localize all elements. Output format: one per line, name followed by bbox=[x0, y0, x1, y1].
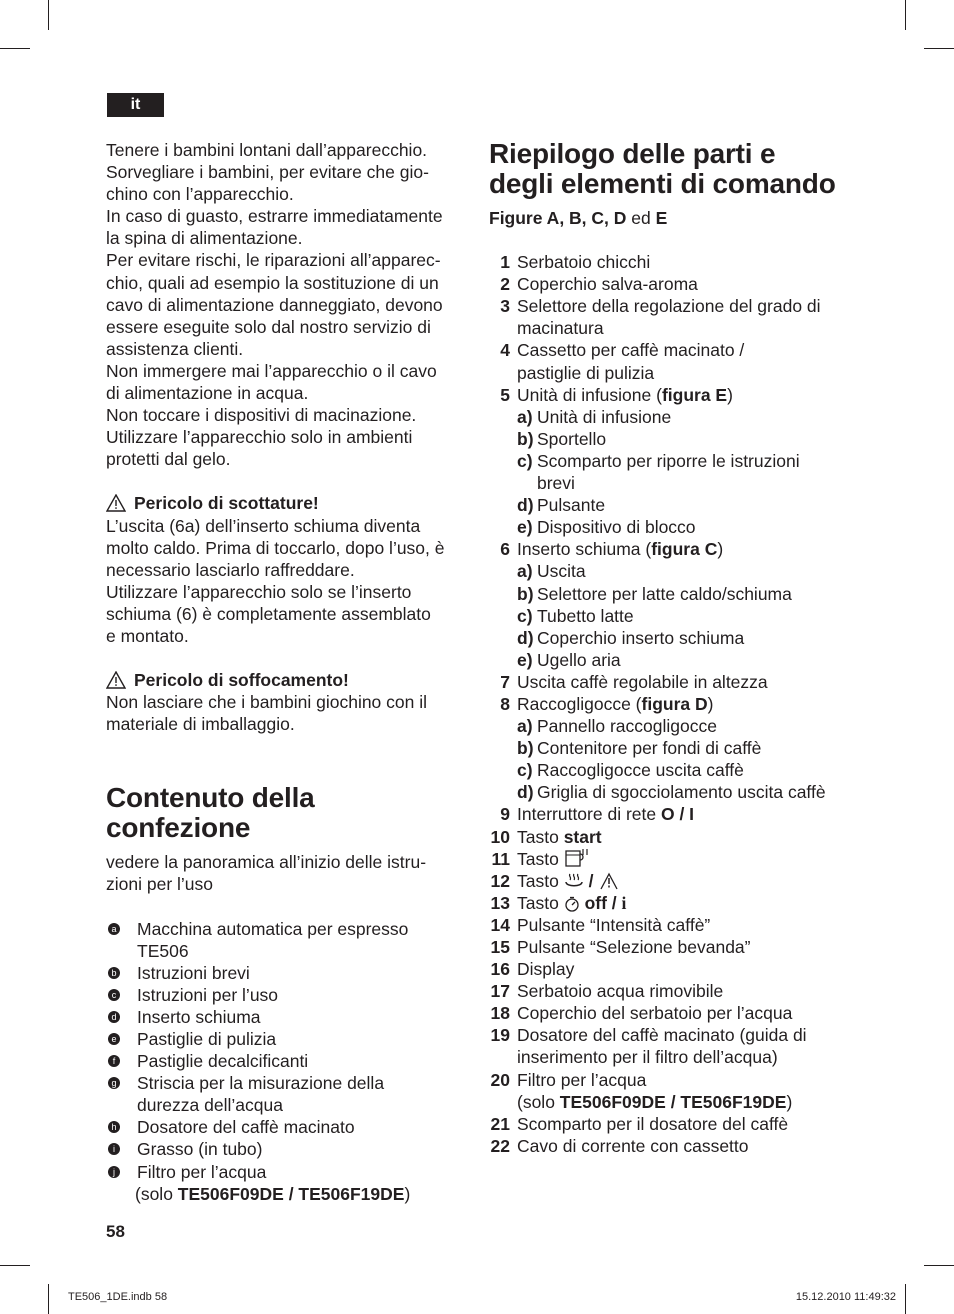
item-text bbox=[517, 936, 751, 958]
text-line: TE506 bbox=[137, 940, 189, 961]
item-number: 12 bbox=[490, 870, 510, 891]
item-text bbox=[517, 914, 710, 936]
text-line: essere eseguite solo dal nostro servizio di bbox=[106, 316, 431, 337]
letter-badge-icon: j bbox=[108, 1166, 120, 1178]
text-line: Grasso (in tubo) bbox=[137, 1139, 263, 1160]
text-line: Tasto bbox=[517, 870, 564, 891]
page-number: 58 bbox=[106, 1222, 125, 1241]
item-number: 10 bbox=[490, 826, 510, 847]
safety-intro bbox=[106, 139, 468, 470]
bold-text: O / I bbox=[660, 804, 695, 825]
text-line: Istruzioni per l’uso bbox=[137, 984, 279, 1005]
text-line: Pastiglie decalcificanti bbox=[137, 1051, 309, 1072]
item-text bbox=[517, 1113, 788, 1135]
text-line: Dosatore del caffè macinato (guida di bbox=[517, 1025, 807, 1046]
subitem-letter: c) bbox=[517, 605, 533, 626]
text-line: di alimentazione in acqua. bbox=[106, 383, 309, 404]
model-number: TE506F19DE bbox=[680, 1091, 787, 1112]
text-line: Filtro per l’acqua bbox=[517, 1069, 647, 1090]
text-line: assistenza clienti. bbox=[106, 338, 244, 359]
text-line: e montato. bbox=[106, 625, 189, 646]
contents-item bbox=[106, 1028, 468, 1050]
item-text bbox=[517, 295, 821, 339]
parts-item bbox=[489, 671, 859, 693]
subitem-letter: b) bbox=[517, 583, 534, 604]
parts-item bbox=[489, 295, 859, 339]
item-number: 8 bbox=[500, 693, 510, 714]
text-line: necessario lasciarlo raffreddare. bbox=[106, 559, 355, 580]
item-number: 20 bbox=[490, 1069, 510, 1090]
letter-badge-icon: e bbox=[108, 1033, 120, 1045]
parts-item bbox=[489, 803, 859, 825]
footer-date: 15.12.2010 11:49:32 bbox=[795, 1291, 896, 1303]
parts-subitem bbox=[489, 494, 859, 516]
contents-item bbox=[106, 1161, 468, 1183]
letter-badge-icon: c bbox=[108, 989, 120, 1001]
text-line: Tasto bbox=[517, 848, 564, 869]
text-line: la spina di alimentazione. bbox=[106, 228, 303, 249]
text-line: macinatura bbox=[517, 318, 604, 339]
item-text bbox=[517, 958, 574, 980]
item-number: 1 bbox=[500, 252, 510, 273]
item-number: 9 bbox=[500, 804, 510, 825]
item-text bbox=[517, 251, 650, 273]
parts-item bbox=[489, 826, 859, 848]
parts-item bbox=[489, 1069, 859, 1113]
parts-list bbox=[489, 251, 859, 1157]
note-text: ) bbox=[404, 1183, 411, 1204]
filter-note bbox=[106, 1183, 468, 1205]
item-text bbox=[137, 918, 408, 962]
title-line: Riepilogo delle parti e bbox=[489, 138, 776, 169]
item-text bbox=[517, 1024, 807, 1068]
contents-item bbox=[106, 984, 468, 1006]
item-number: 18 bbox=[490, 1003, 510, 1024]
item-text bbox=[517, 339, 744, 383]
item-text bbox=[517, 384, 733, 406]
text-line: chio, quali ad esempio la sostituzione di un bbox=[106, 272, 439, 293]
item-text bbox=[137, 1072, 384, 1116]
subitem-letter: a) bbox=[517, 406, 533, 427]
contents-item bbox=[106, 1072, 468, 1116]
crop-mark bbox=[905, 1284, 906, 1314]
text-line: molto caldo. Prima di toccarlo, dopo l’uso, è bbox=[106, 537, 445, 558]
crop-mark bbox=[0, 1265, 30, 1266]
item-text bbox=[517, 826, 602, 848]
item-number: 17 bbox=[490, 981, 510, 1002]
text-line: chino con l’apparecchio. bbox=[106, 184, 294, 205]
subitem-text bbox=[537, 605, 634, 627]
contents-intro bbox=[106, 851, 468, 895]
bold-text: figura D bbox=[641, 693, 708, 714]
text-line: Unità di infusione ( bbox=[517, 384, 662, 405]
item-text bbox=[517, 693, 713, 715]
parts-subitem bbox=[489, 450, 859, 494]
subitem-text bbox=[537, 759, 744, 781]
subitem-text bbox=[537, 781, 826, 803]
subitem-text bbox=[537, 737, 761, 759]
parts-item bbox=[489, 384, 859, 406]
text-line: In caso di guasto, estrarre immediatamente bbox=[106, 206, 443, 227]
steam-icon bbox=[564, 871, 584, 891]
intro-line: vedere la panoramica all’inizio delle istru- bbox=[106, 852, 427, 873]
crop-mark bbox=[48, 0, 49, 30]
model-number: TE506F09DE bbox=[177, 1183, 284, 1204]
parts-subitem bbox=[489, 560, 859, 582]
parts-item bbox=[489, 892, 859, 914]
subitem-text bbox=[537, 560, 586, 582]
text-line: Tasto bbox=[517, 826, 564, 847]
text-line: Cassetto per caffè macinato / bbox=[517, 340, 745, 361]
title-line: confezione bbox=[106, 812, 251, 844]
item-text bbox=[137, 1116, 355, 1138]
separator: / bbox=[606, 892, 622, 913]
item-text bbox=[517, 892, 626, 914]
parts-subitem bbox=[489, 605, 859, 627]
item-number: 4 bbox=[500, 340, 510, 361]
timer-icon bbox=[564, 893, 580, 913]
letter-badge-icon: h bbox=[108, 1121, 120, 1133]
item-text bbox=[517, 803, 694, 825]
figures-text: ed bbox=[626, 208, 656, 228]
intro-line: zioni per l’uso bbox=[106, 874, 213, 895]
text-line: Serbatoio chicchi bbox=[517, 252, 651, 273]
parts-item bbox=[489, 958, 859, 980]
text-line: Coperchio del serbatoio per l’acqua bbox=[517, 1003, 793, 1024]
warning-triangle-icon bbox=[106, 494, 126, 512]
item-number: 5 bbox=[500, 384, 510, 405]
subitem-letter: b) bbox=[517, 428, 534, 449]
text-line: brevi bbox=[537, 473, 575, 494]
text-line: protetti dal gelo. bbox=[106, 449, 231, 470]
contents-item bbox=[106, 1116, 468, 1138]
item-text bbox=[137, 984, 278, 1006]
text-line: Raccogligocce uscita caffè bbox=[537, 760, 744, 781]
warning-heading bbox=[106, 669, 468, 691]
subitem-text bbox=[537, 627, 744, 649]
contents-list bbox=[106, 918, 468, 1183]
item-text bbox=[137, 1161, 266, 1183]
text-line: Selettore della regolazione del grado di bbox=[517, 296, 821, 317]
figures-bold: Figure A, B, C, D bbox=[489, 208, 627, 228]
parts-subitem bbox=[489, 428, 859, 450]
letter-badge-icon: g bbox=[108, 1077, 120, 1089]
text-line: Utilizzare l’apparecchio solo in ambienti bbox=[106, 427, 413, 448]
parts-item bbox=[489, 1024, 859, 1068]
text-line: Griglia di sgocciolamento uscita caffè bbox=[537, 782, 826, 803]
text-line: Inserto schiuma ( bbox=[517, 539, 652, 560]
text-line: Interruttore di rete bbox=[517, 804, 661, 825]
text-line: Display bbox=[517, 959, 575, 980]
letter-badge-icon: b bbox=[108, 967, 120, 979]
text-line: Utilizzare l’apparecchio solo se l’inserto bbox=[106, 581, 412, 602]
item-text bbox=[517, 1135, 749, 1157]
text-line: L’uscita (6a) dell’inserto schiuma diventa bbox=[106, 515, 421, 536]
text-line: Pulsante bbox=[537, 495, 606, 516]
item-number: 6 bbox=[500, 539, 510, 560]
subitem-letter: a) bbox=[517, 561, 533, 582]
subitem-letter: a) bbox=[517, 716, 533, 737]
item-number: 7 bbox=[500, 671, 510, 692]
figures-bold: E bbox=[655, 208, 668, 228]
text-line: schiuma (6) è completamente assemblato bbox=[106, 603, 431, 624]
text-line: Scomparto per il dosatore del caffè bbox=[517, 1113, 789, 1134]
parts-subitem bbox=[489, 759, 859, 781]
subitem-text bbox=[537, 494, 605, 516]
note-text: (solo bbox=[517, 1091, 560, 1112]
item-text bbox=[517, 671, 768, 693]
descale-icon bbox=[598, 871, 620, 891]
parts-item bbox=[489, 1113, 859, 1135]
contents-item bbox=[106, 962, 468, 984]
warning-text bbox=[106, 691, 468, 735]
section-title-parts bbox=[489, 139, 859, 199]
warning-title: Pericolo di soffocamento! bbox=[134, 670, 349, 691]
text-line: Dispositivo di blocco bbox=[537, 517, 696, 538]
note-text: ) bbox=[786, 1091, 793, 1112]
item-text bbox=[137, 1006, 261, 1028]
parts-item bbox=[489, 936, 859, 958]
parts-item bbox=[489, 1002, 859, 1024]
subitem-text bbox=[537, 450, 800, 494]
text-line: Tenere i bambini lontani dall’apparecchio. bbox=[106, 140, 428, 160]
subitem-letter: b) bbox=[517, 738, 534, 759]
milk-jug-icon bbox=[564, 849, 592, 869]
subitem-text bbox=[537, 649, 621, 671]
text-line: Coperchio inserto schiuma bbox=[537, 627, 745, 648]
parts-item bbox=[489, 1135, 859, 1157]
parts-subitem bbox=[489, 737, 859, 759]
item-text bbox=[517, 870, 620, 892]
text-line: materiale di imballaggio. bbox=[106, 714, 295, 735]
subitem-text bbox=[537, 406, 671, 428]
letter-badge-icon: a bbox=[108, 923, 120, 935]
crop-mark bbox=[0, 48, 30, 49]
text-line: Inserto schiuma bbox=[137, 1006, 261, 1027]
text-line: Non lasciare che i bambini giochino con il bbox=[106, 692, 428, 713]
separator: / bbox=[283, 1183, 299, 1204]
text-line: durezza dell’acqua bbox=[137, 1095, 283, 1116]
parts-item bbox=[489, 339, 859, 383]
text-line: Per evitare rischi, le riparazioni all’apparec- bbox=[106, 250, 441, 271]
letter-badge-icon: i bbox=[108, 1143, 120, 1155]
warning-heading bbox=[106, 492, 468, 514]
letter-badge-icon: d bbox=[108, 1011, 120, 1023]
subitem-letter: e) bbox=[517, 517, 533, 538]
item-number: 2 bbox=[500, 274, 510, 295]
text-line: Pulsante “Intensità caffè” bbox=[517, 914, 711, 935]
subitem-letter: d) bbox=[517, 627, 534, 648]
separator: / bbox=[583, 870, 599, 891]
item-number: 15 bbox=[490, 937, 510, 957]
item-text bbox=[137, 1050, 308, 1072]
right-column bbox=[489, 139, 859, 1157]
item-number: 16 bbox=[490, 959, 510, 980]
parts-item bbox=[489, 914, 859, 936]
parts-item bbox=[489, 848, 859, 870]
separator: / bbox=[665, 1091, 681, 1112]
text-line: Tubetto latte bbox=[537, 605, 634, 626]
subitem-text bbox=[537, 516, 696, 538]
text-line: Non immergere mai l’apparecchio o il cavo bbox=[106, 360, 437, 381]
item-text bbox=[517, 1069, 792, 1113]
text-line: Pannello raccogligocce bbox=[537, 716, 717, 737]
model-number: TE506F19DE bbox=[298, 1183, 405, 1204]
text-line: Raccogligocce ( bbox=[517, 693, 642, 714]
text-line: Striscia per la misurazione della bbox=[137, 1073, 385, 1094]
warning-title: Pericolo di scottature! bbox=[134, 493, 319, 514]
item-text bbox=[137, 1028, 276, 1050]
text-line: Ugello aria bbox=[537, 649, 621, 670]
text-line: Pulsante “Selezione bevanda” bbox=[517, 937, 751, 957]
subitem-text bbox=[537, 428, 606, 450]
section-title-contents bbox=[106, 783, 468, 843]
item-number: 21 bbox=[490, 1113, 510, 1134]
text-line: Contenitore per fondi di caffè bbox=[537, 738, 762, 759]
bold-text: figura C bbox=[651, 539, 718, 560]
text-line: Uscita bbox=[537, 561, 586, 582]
subitem-letter: e) bbox=[517, 649, 533, 670]
text-line: Filtro per l’acqua bbox=[137, 1161, 267, 1182]
contents-item bbox=[106, 1006, 468, 1028]
text-line: pastiglie di pulizia bbox=[517, 362, 655, 383]
figures-reference bbox=[489, 207, 859, 229]
text-line: Istruzioni brevi bbox=[137, 962, 250, 983]
warning-text bbox=[106, 515, 468, 648]
item-text bbox=[517, 980, 723, 1002]
item-text bbox=[517, 538, 723, 560]
text-line: Sportello bbox=[537, 428, 607, 449]
parts-item bbox=[489, 251, 859, 273]
text-line: Cavo di corrente con cassetto bbox=[517, 1135, 749, 1156]
subitem-letter: c) bbox=[517, 450, 533, 471]
item-text bbox=[137, 1138, 262, 1160]
subitem-letter: c) bbox=[517, 760, 533, 781]
item-text bbox=[517, 1002, 792, 1024]
item-number: 19 bbox=[490, 1025, 510, 1046]
crop-mark bbox=[924, 48, 954, 49]
parts-item bbox=[489, 980, 859, 1002]
item-text bbox=[517, 848, 592, 870]
text-line: ) bbox=[707, 693, 714, 714]
text-line: inserimento per il filtro dell’acqua) bbox=[517, 1047, 778, 1068]
contents-item bbox=[106, 918, 468, 962]
item-text bbox=[517, 273, 698, 295]
text-line: Selettore per latte caldo/schiuma bbox=[537, 583, 792, 604]
parts-item bbox=[489, 538, 859, 560]
parts-subitem bbox=[489, 583, 859, 605]
subitem-text bbox=[537, 715, 717, 737]
text-line: ) bbox=[717, 539, 724, 560]
text-line: Pastiglie di pulizia bbox=[137, 1029, 277, 1049]
text-line: ) bbox=[727, 384, 733, 405]
item-text bbox=[137, 962, 250, 984]
crop-mark bbox=[905, 0, 906, 30]
bold-text: figura E bbox=[661, 384, 728, 405]
left-column bbox=[106, 139, 468, 1205]
parts-subitem bbox=[489, 715, 859, 737]
parts-subitem bbox=[489, 649, 859, 671]
text-line: Non toccare i dispositivi di macinazione. bbox=[106, 405, 417, 426]
model-number: TE506F09DE bbox=[559, 1091, 666, 1112]
parts-item bbox=[489, 870, 859, 892]
parts-item bbox=[489, 273, 859, 295]
text-line: Tasto bbox=[517, 892, 564, 913]
text-line: Macchina automatica per espresso bbox=[137, 918, 409, 939]
text-line: Sorvegliare i bambini, per evitare che gio- bbox=[106, 162, 429, 183]
item-number: 11 bbox=[491, 848, 510, 869]
text-line: cavo di alimentazione danneggiato, devono bbox=[106, 294, 443, 315]
warning-triangle-icon bbox=[106, 671, 126, 689]
parts-subitem bbox=[489, 781, 859, 803]
footer-file: TE506_1DE.indb 58 bbox=[68, 1291, 168, 1303]
letter-badge-icon: f bbox=[108, 1055, 120, 1067]
item-number: 14 bbox=[490, 914, 510, 935]
parts-subitem bbox=[489, 406, 859, 428]
parts-subitem bbox=[489, 627, 859, 649]
text-line: Dosatore del caffè macinato bbox=[137, 1117, 355, 1138]
parts-item bbox=[489, 693, 859, 715]
text-line: Scomparto per riporre le istruzioni bbox=[537, 450, 800, 471]
contents-item bbox=[106, 1138, 468, 1160]
bold-text: start bbox=[563, 826, 602, 847]
subitem-text bbox=[537, 583, 792, 605]
subitem-letter: d) bbox=[517, 782, 534, 803]
contents-item bbox=[106, 1050, 468, 1072]
text-line: Serbatoio acqua rimovibile bbox=[517, 981, 724, 1002]
bold-text: off bbox=[579, 892, 607, 913]
language-tab: it bbox=[107, 93, 164, 117]
title-line: degli elementi di comando bbox=[489, 168, 836, 199]
text-line: Uscita caffè regolabile in altezza bbox=[517, 671, 768, 692]
note-text: (solo bbox=[135, 1183, 178, 1204]
item-number: 22 bbox=[490, 1135, 510, 1156]
subitem-letter: d) bbox=[517, 495, 534, 516]
item-number: 3 bbox=[500, 296, 510, 317]
info-icon: i bbox=[621, 892, 627, 913]
text-line: Unità di infusione bbox=[537, 406, 672, 427]
item-number: 13 bbox=[490, 892, 510, 913]
crop-mark bbox=[924, 1265, 954, 1266]
parts-subitem bbox=[489, 516, 859, 538]
text-line: Coperchio salva-aroma bbox=[517, 274, 698, 295]
title-line: Contenuto della bbox=[106, 782, 315, 814]
crop-mark bbox=[48, 1284, 49, 1314]
